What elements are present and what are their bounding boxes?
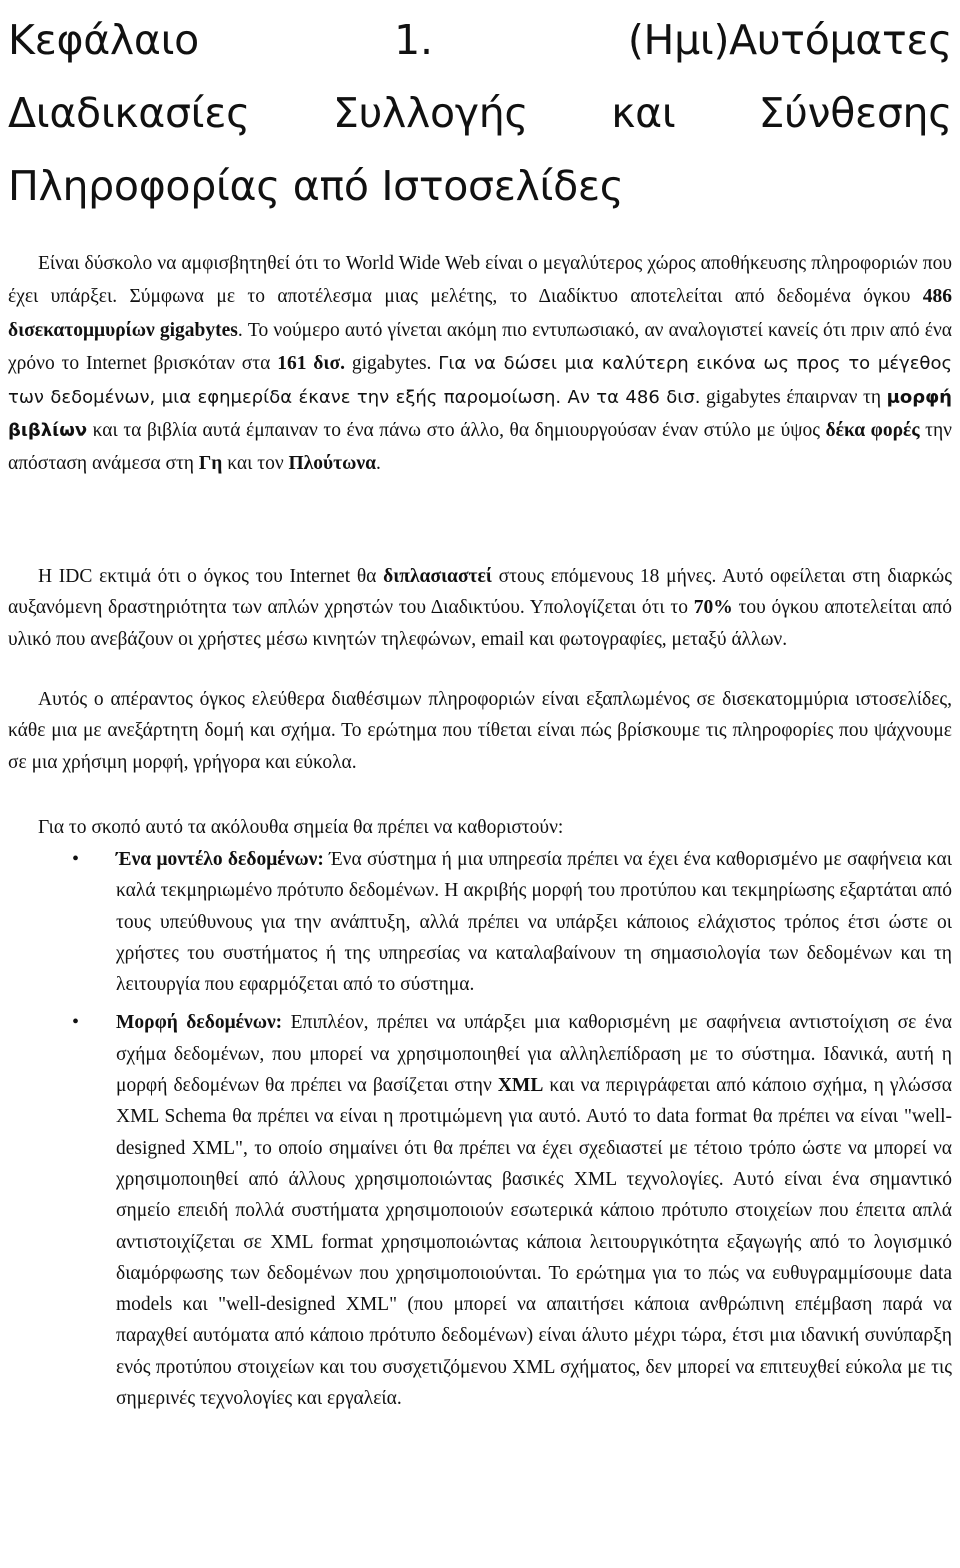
paragraph-intro: Είναι δύσκολο να αμφισβητηθεί ότι το World Wide Web είναι ο μεγαλύτερος χώρος αποθήκευσης πληροφοριών που έχει υπάρξει. Σύμφωνα με το αποτέλεσμα μιας μελέτης, το Διαδίκτυο αποτελείται από δεδομένα όγκου 486 δισεκατομμυρίων gigabytes. Το νούμερο αυτό γίνεται ακόμη πιο εντυπωσιακό, αν αναλογιστεί κανείς ότι πριν από ένα χρόνο το Internet βρισκόταν στα 161 δισ. gigabytes. Για να δώσει μια καλύτερη εικόνα ως προς το μέγεθος των δεδομένων, μια εφημερίδα έκανε την εξής παρομοίωση. Αν τα 486 δισ. gigabytes έπαιρναν τη μορφή βιβλίων και τα βιβλία αυτά έμπαιναν το ένα πάνω στο άλλο, θα δημιουργούσαν έναν στύλο με ύψος δέκα φορές την απόσταση ανάμεσα στη Γη και τον Πλούτωνα. bbox=[8, 253, 953, 475]
newspaper-comparison-text: Για να δώσει μια καλύτερη εικόνα ως προς το μέγεθος των δεδομένων, μια εφημερίδα έκανε την εξής παρομοίωση. Αν τα 486 δισ. bbox=[8, 353, 953, 408]
list-item: • Ένα μοντέλο δεδομένων: Ένα σύστημα ή μια υπηρεσία πρέπει να έχει ένα καθορισμένο με σαφήνεια και καλά τεκμηριωμένο πρότυπο δεδομένων. Η ακριβής μορφή του προτύπου και τεκμηρίωσης εξαρτάται από τους υπεύθυνους για την ανάπτυξη, αλλά πρέπει να υπάρξει κάποιος ελάχιστος τρόπος έτσι ώστε οι χρήστες του συστήματος ή της υπηρεσίας να καταλαβαίνουν τη σημασιολογία των δεδομένων και τη λειτουργία που εφαρμόζεται από το σύστημα. bbox=[8, 844, 952, 1000]
bold-double: διπλασιαστεί bbox=[383, 566, 492, 587]
bullet-mark: • bbox=[72, 1011, 80, 1034]
bold-book-form: μορφή βιβλίων bbox=[8, 386, 952, 442]
bold-161-billion: 161 δισ. bbox=[277, 353, 345, 375]
bold-70-percent: 70% bbox=[693, 597, 733, 619]
bold-earth: Γη bbox=[198, 453, 223, 475]
paragraph-volume: Αυτός ο απέραντος όγκος ελεύθερα διαθέσιμων πληροφοριών είναι εξαπλωμένος σε δισεκατομμύρια ιστοσελίδες, κάθε μια με ανεξάρτητη δομή και σχήμα. Το ερώτημα που τίθεται είναι πώς βρίσκουμε τις πληροφορίες που ψάχνουμε σε μια χρήσιμη μορφή, γρήγορα και εύκολα. bbox=[8, 689, 952, 773]
requirements-list bbox=[8, 844, 952, 1414]
heading-line-1: Κεφάλαιο 1. (Ημι)Αυτόματες bbox=[8, 16, 952, 64]
list-item-label: Μορφή δεδομένων: bbox=[116, 1012, 283, 1034]
heading-line-3: Πληροφορίας από Ιστοσελίδες bbox=[8, 162, 624, 210]
paragraph-points-intro: Για το σκοπό αυτό τα ακόλουθα σημεία θα πρέπει να καθοριστούν: bbox=[38, 817, 564, 838]
bold-pluto: Πλούτωνα bbox=[288, 453, 376, 475]
heading-line-2: Διαδικασίες Συλλογής και Σύνθεσης bbox=[8, 89, 952, 137]
bold-xml: XML bbox=[497, 1075, 544, 1097]
bullet-mark: • bbox=[72, 848, 80, 870]
bold-486-billion: 486 δισεκατομμυρίων gigabytes bbox=[8, 286, 952, 341]
chapter-heading bbox=[8, 4, 952, 223]
list-item: • Μορφή δεδομένων: Επιπλέον, πρέπει να υπάρξει μια καθορισμένη με σαφήνεια αντιστοίχιση σε ένα σχήμα δεδομένων, που μπορεί να χρησιμοποιηθεί για αλληλεπίδραση με το σύστημα. Ιδανικά, αυτή η μορφή δεδομένων θα πρέπει να βασίζεται στην XML και να περιγράφεται από κάποιο σχήμα, η γλώσσα XML Schema θα πρέπει να είναι η προτιμώμενη για αυτό. Αυτό το data format θα πρέπει να είναι "well-designed XML", το οποίο σημαίνει ότι θα πρέπει να έχει σχεδιαστεί με τέτοιο τρόπο ώστε να μπορεί να χρησιμοποιηθεί από άλλους χρησιμοποιώντας βασικές XML τεχνολογίες. Αυτό είναι ένα σημαντικό σημείο επειδή πολλά συστήματα χρησιμοποιούν εσωτερικά κάποιο πρότυπο στοιχείων που έπειτα απλά αντιστοιχίζεται σε XML format χρησιμοποιώντας κάποια λειτουργικότητα εξαγωγής από το λογισμικό διαμόρφωσης των δεδομένων που χρησιμοποιούνται. Το ερώτημα για το πώς να ευθυγραμμίσουμε data models και "well-designed XML" (που μπορεί να απαιτήσει κάποια ανθρώπινη επέμβαση παρά να παραχθεί αυτόματα από κάποιο πρότυπο δεδομένων) είναι άλυτο μέχρι τώρα, έτσι μια ιδανική συνύπαρξη ενός προτύπου στοιχείων και του συσχετιζόμενου XML σχήματος, δεν μπορεί να επιτευχθεί εύκολα με τις σημερινές τεχνολογίες και εργαλεία. bbox=[8, 1007, 952, 1414]
list-item-label: Ένα μοντέλο δεδομένων: bbox=[116, 849, 324, 870]
bold-ten-times: δέκα φορές bbox=[825, 420, 920, 442]
paragraph-idc: Η IDC εκτιμά ότι ο όγκος του Internet θα διπλασιαστεί στους επόμενους 18 μήνες. Αυτό οφείλεται στη διαρκώς αυξανόμενη δραστηριότητα των απλών χρηστών του Διαδικτύου. Υπολογίζεται ότι το 70% του όγκου αποτελείται από υλικό που ανεβάζουν οι χρήστες μέσω κινητών τηλεφώνων, email και φωτογραφίες, μεταξύ άλλων. bbox=[8, 566, 953, 650]
